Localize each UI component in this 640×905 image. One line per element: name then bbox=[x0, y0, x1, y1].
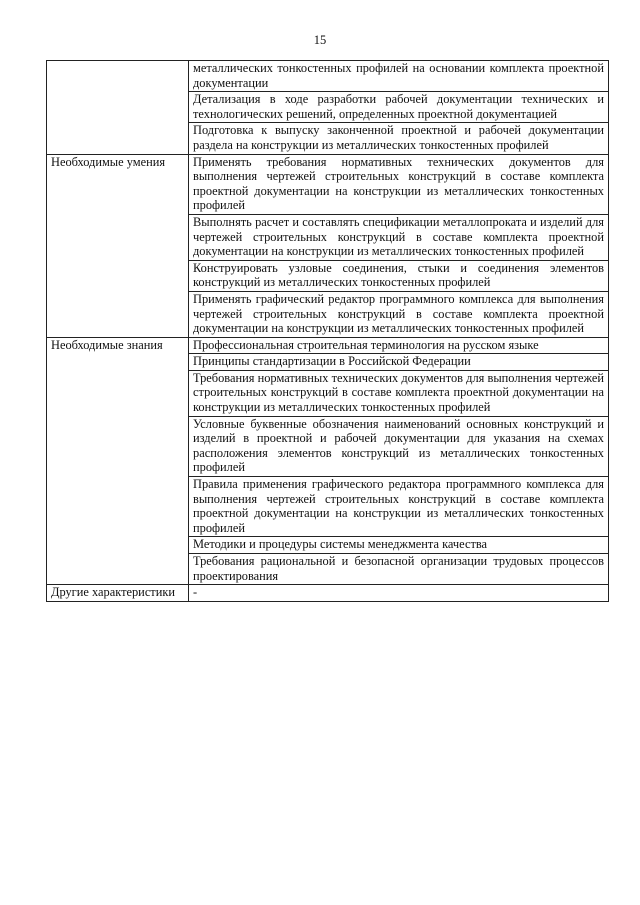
table-row bbox=[47, 61, 609, 92]
row-text-cell: Выполнять расчет и составлять спецификации металлопроката и изделий для чертежей строительных конструкций в составе комплекта проектной документации на конструкции из металлических тонкостенных профилей bbox=[189, 214, 609, 260]
row-text-cell: - bbox=[189, 585, 609, 602]
table-row bbox=[47, 154, 609, 214]
row-label-other: Другие характеристики bbox=[47, 585, 189, 602]
row-text-cell: металлических тонкостенных профилей на основании комплекта проектной документации bbox=[189, 61, 609, 92]
table-row bbox=[47, 585, 609, 602]
row-text-cell: Конструировать узловые соединения, стыки и соединения элементов конструкций из металлических тонкостенных профилей bbox=[189, 260, 609, 291]
requirements-table bbox=[46, 60, 609, 602]
row-text-cell: Применять требования нормативных технических документов для выполнения чертежей строительных конструкций в составе комплекта проектной документации на конструкции из металлических тонкостенных профилей bbox=[189, 154, 609, 214]
row-text-cell: Детализация в ходе разработки рабочей документации технических и технологических решений, определенных проектной документацией bbox=[189, 92, 609, 123]
row-text-cell: Методики и процедуры системы менеджмента качества bbox=[189, 537, 609, 554]
row-text-cell: Условные буквенные обозначения наименований основных конструкций и изделий в проектной и рабочей документации для указания на схемах расположения элементов конструкций из металлических тонкостенных профилей bbox=[189, 416, 609, 476]
row-text-cell: Применять графический редактор программного комплекса для выполнения чертежей строительных конструкций в составе комплекта проектной документации на конструкции из металлических тонкостенных профилей bbox=[189, 291, 609, 337]
row-label-skills: Необходимые умения bbox=[47, 154, 189, 337]
row-text-cell: Требования рациональной и безопасной организации трудовых процессов проектирования bbox=[189, 554, 609, 585]
row-text-cell: Требования нормативных технических документов для выполнения чертежей строительных конструкций в составе комплекта проектной документации на конструкции из металлических тонкостенных профилей bbox=[189, 370, 609, 416]
row-label-knowledge: Необходимые знания bbox=[47, 337, 189, 585]
page-number: 15 bbox=[313, 33, 327, 47]
row-label-cell bbox=[47, 61, 189, 155]
row-text-cell: Профессиональная строительная терминология на русском языке bbox=[189, 337, 609, 354]
row-text-cell: Принципы стандартизации в Российской Федерации bbox=[189, 354, 609, 371]
row-text-cell: Подготовка к выпуску законченной проектной и рабочей документации раздела на конструкции из металлических тонкостенных профилей bbox=[189, 123, 609, 154]
row-text-cell: Правила применения графического редактора программного комплекса для выполнения чертежей строительных конструкций в составе комплекта проектной документации на конструкции из металлических тонкостенных профилей bbox=[189, 477, 609, 537]
table-row bbox=[47, 337, 609, 354]
